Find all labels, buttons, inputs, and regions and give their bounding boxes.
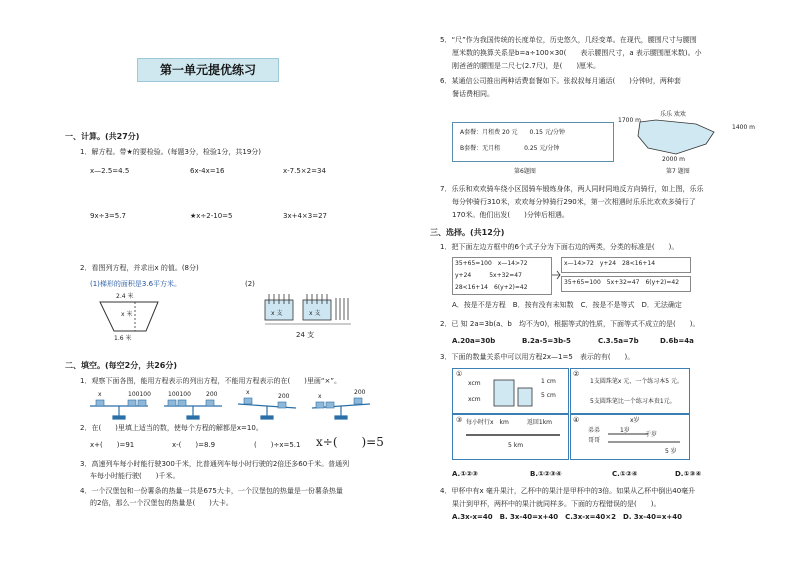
- section-2-heading: 二、填空。(每空2分，共26分): [65, 361, 178, 370]
- panel-2-line-1: 1支圆珠笔x 元，一个练习本5 元。: [590, 378, 684, 385]
- lake-label: 乐乐 欢欢: [660, 111, 686, 118]
- q2-instruction: 2．看图列方程，并求出x 的值。(8分): [80, 264, 199, 272]
- total-pencils-label: 24 支: [296, 331, 315, 339]
- q1-instruction: 1．解方程。带★的要检验。(每题3分，检验1分，共19分): [80, 148, 262, 156]
- fill-4-line-2: 的2倍，那么一个汉堡包的热量是( )大卡。: [90, 499, 233, 507]
- figure-7-caption: 第7 题图: [666, 168, 690, 175]
- choice-2-text: 2．已 知 2a=3b(a、b 均不为0)，根据等式的性质，下面等式不成立的是( )。: [440, 320, 700, 328]
- scale-3-right: 200: [278, 393, 290, 400]
- panel-2-label: ②: [573, 370, 580, 378]
- trapezoid-bottom-label: 1.6 米: [114, 335, 132, 342]
- distance-1: 1700 m: [618, 117, 642, 124]
- page-title: 第一单元提优练习: [137, 58, 279, 82]
- scale-3-left: x: [246, 389, 250, 396]
- fill-5-line-2: 厘米数的换算关系是b=a÷100×30( 表示腰围尺寸，a 表示腰围厘米数)。小: [452, 49, 702, 57]
- scale-2-right: 200: [206, 391, 218, 398]
- fill-3-line-1: 3．高速列车每小时能行驶300千米，比普通列车每小时行驶的2倍还多60千米。普通列: [80, 460, 350, 468]
- fill-7-line-3: 170米。他们出发( )分钟后相遇。: [452, 211, 569, 219]
- panel-4-5: 5 岁: [665, 448, 677, 455]
- plan-b: B套餐：无月租 0.25 元/分钟: [460, 145, 560, 152]
- fill-6-line-1: 6．某通信公司推出两种话费套餐如下。张叔叔每月通话( )分钟时，两种套: [440, 77, 681, 85]
- panel-1-label: ①: [456, 370, 463, 378]
- choice-3-option-a: A.①②③: [452, 470, 478, 478]
- category-2: 35+65=100 5x+32=47 6(y+2)=42: [564, 279, 680, 286]
- fill-7-line-2: 每分钟骑行310米，欢欢每分钟骑行290米，第一次相遇时乐乐比欢欢多骑行了: [452, 198, 696, 206]
- choice-3-option-d: D.①③④: [675, 470, 702, 478]
- choice-2-option-a: A.20a=30b: [452, 337, 496, 345]
- q2-sub2: (2): [245, 280, 255, 288]
- choice-1-options: A．按是不是方程 B．按有没有未知数 C．按是不是等式 D．无法确定: [452, 301, 682, 309]
- fill-2-item-3: ( )÷x=5.1: [254, 441, 301, 449]
- equation-4: 9x÷3=5.7: [90, 212, 126, 220]
- distance-2: 1400 m: [732, 124, 756, 131]
- fill-2-item-1: x+( )=91: [90, 441, 135, 449]
- equation-3: x-7.5×2=34: [283, 167, 326, 175]
- expr-row-1: 35+65=100 x—14>72: [455, 260, 528, 267]
- panel-4-1: 1岁: [620, 427, 630, 434]
- fill-3-line-2: 车每小时能行驶( )千米。: [90, 472, 180, 480]
- fill-5-line-1: 5．“尺”作为我国传统的长度单位，历史悠久，几经变革。在现代，腰围尺寸与腰围: [440, 36, 697, 44]
- fill-2-big-equation: x÷( )=5: [316, 435, 384, 449]
- scale-4-left: x: [318, 393, 322, 400]
- expr-row-3: 28<16+14 6(y+2)=42: [455, 284, 528, 291]
- panel-4-line-figure: [608, 432, 683, 446]
- panel-4-label: ④: [573, 416, 580, 424]
- panel-3-total: 5 km: [508, 442, 524, 449]
- fill-4-line-1: 4．一个汉堡包和一份薯条的热量一共是675大卡，一个汉堡包的热量是一份薯条热量: [80, 487, 343, 495]
- bag-2-label: x 支: [309, 310, 321, 317]
- panel-4-2: 于岁: [645, 431, 658, 438]
- pencil-bags-figure: [265, 294, 355, 324]
- trapezoid-height-label: x 米: [121, 311, 133, 318]
- choice-3-option-c: C.①②④: [612, 470, 638, 478]
- panel-2: [570, 368, 690, 414]
- lake-figure: [636, 114, 726, 160]
- choice-1-text: 1．把下面左边方框中的6个式子分为下面右边的两类，分类的标准是( )。: [440, 243, 679, 251]
- equation-1: x—2.5=4.5: [90, 167, 130, 175]
- equation-6: 3x+4×3=27: [283, 212, 328, 220]
- equation-2: 6x-4x=16: [190, 167, 225, 175]
- fill-6-line-2: 餐话费相同。: [452, 90, 494, 98]
- q2-sub1: (1)梯形的面积是3.6平方米。: [90, 280, 182, 288]
- scale-4-right: 200: [354, 389, 366, 396]
- choice-2-option-b: B.2a-5=3b-5: [522, 337, 571, 345]
- fill-7-line-1: 7．乐乐和欢欢骑车绕小区园骑车锻炼身体，两人同时同地反方向骑行，如上图，乐乐: [440, 185, 704, 193]
- equation-5: ★x÷2-10=5: [190, 212, 233, 220]
- scale-1-right: 100100: [128, 391, 151, 398]
- scale-1-left: x: [98, 391, 102, 398]
- arrow-icon: [551, 260, 561, 290]
- bag-1-label: x 支: [271, 310, 283, 317]
- panel-1-5cm: 5 cm: [541, 392, 556, 399]
- category-1: x—14>72 y+24 28<16+14: [564, 260, 656, 267]
- panel-4-x: x岁: [630, 417, 640, 424]
- expr-row-2: y+24 5x+32=47: [455, 272, 522, 279]
- choice-3-option-b: B.①②③④: [530, 470, 562, 478]
- panel-3-line-1: 每小时行x km 返回1km: [466, 419, 553, 426]
- trapezoid-top-label: 2.4 米: [116, 293, 134, 300]
- choice-2-option-c: C.3.5a=7b: [598, 337, 639, 345]
- panel-1-1cm: 1 cm: [541, 378, 556, 385]
- choice-4-options: A.3x-x=40 B. 3x-40=x+40 C.3x-x=40×2 D. 3x-40=x+40: [452, 513, 682, 521]
- section-3-heading: 三、选择。(共12分): [430, 228, 505, 237]
- choice-3-text: 3．下面的数量关系中可以用方程2x—1=5 表示的有( )。: [440, 353, 635, 361]
- panel-1-figure: [488, 378, 538, 410]
- plan-a: A套餐：月租费 20 元 0.15 元/分钟: [460, 129, 565, 136]
- fill-2-item-2: x-( )=8.9: [172, 441, 216, 449]
- distance-3: 2000 m: [662, 156, 686, 163]
- panel-3-line-figure: [466, 430, 562, 440]
- panel-4-brother-old: 哥哥: [588, 437, 601, 444]
- panel-1-x2: xcm: [468, 396, 481, 403]
- panel-1-x1: xcm: [468, 380, 481, 387]
- fill-1-text: 1．观察下面各图，能用方程表示的列出方程，不能用方程表示的在( )里画“×”。: [80, 377, 342, 385]
- phone-plans-box: [452, 122, 614, 162]
- choice-4-line-1: 4．甲杯中有x 毫升果汁，乙杯中的果汁是甲杯中的3倍。如果从乙杯中倒出40毫升: [440, 487, 696, 495]
- panel-3-label: ③: [456, 416, 463, 424]
- fill-2-text: 2．在( )里填上适当的数，使每个方程的解都是x=10。: [80, 424, 263, 432]
- choice-2-option-d: D.6b=4a: [660, 337, 694, 345]
- section-1-heading: 一、计算。(共27分): [65, 132, 140, 141]
- panel-2-line-2: 5支圆珠笔比一个练习本贵1元。: [590, 398, 676, 405]
- choice-4-line-2: 果汁到甲杯，两杯中的果汁就同样多。下面的方程错误的是( )。: [452, 500, 661, 508]
- fill-5-line-3: 刚爸爸的腰围是二尺七(2.7尺)，是( )厘米。: [452, 62, 601, 70]
- scale-2-left: 100100: [168, 391, 191, 398]
- panel-4-brother-young: 弟弟: [588, 427, 601, 434]
- figure-6-caption: 第6题图: [514, 168, 536, 175]
